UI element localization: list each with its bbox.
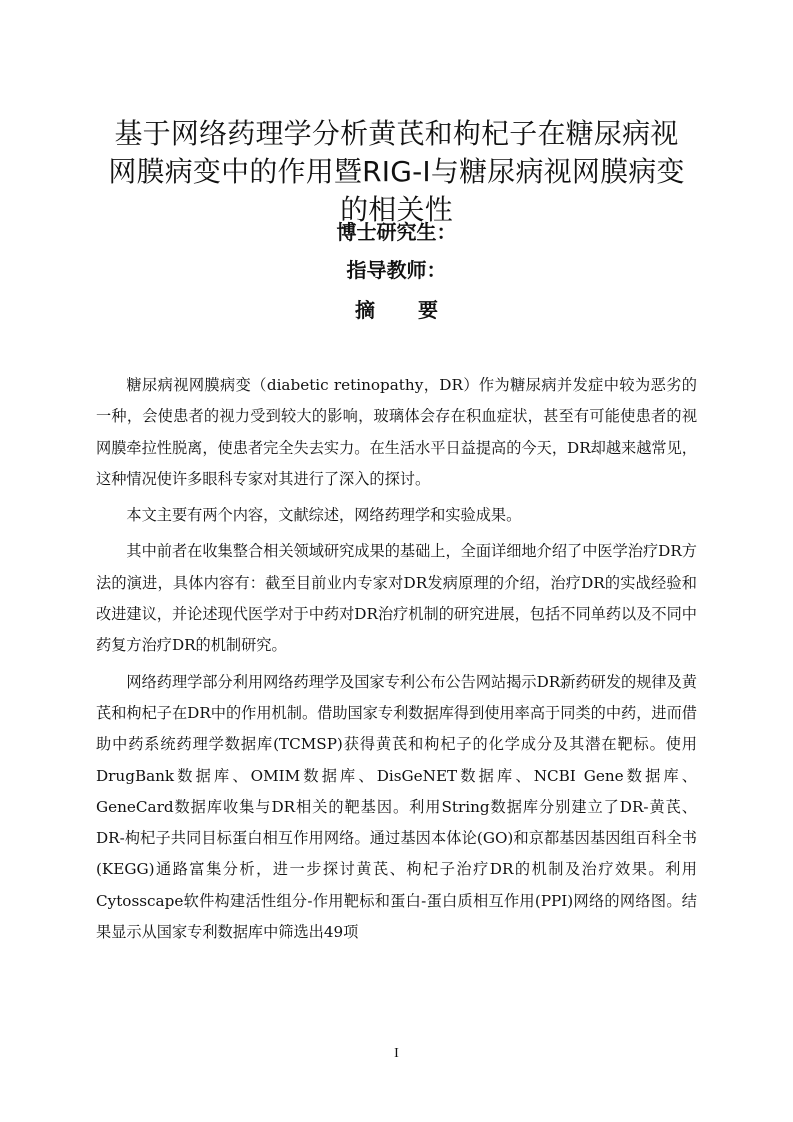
title-line-3: 的相关性 [340,192,453,226]
advisor-label: 指导教师： [346,258,447,282]
abstract-heading: 摘 要 [355,298,456,322]
title-line-1: 基于网络药理学分析黄芪和枸杞子在糖尿病视 [114,116,679,150]
title-line-2: 网膜病变中的作用暨RIG-I与糖尿病视网膜病变 [108,154,685,188]
abstract-paragraph-3: 其中前者在收集整合相关领域研究成果的基础上，全面详细地介绍了中医学治疗DR方法的演进，具体内容有：截至目前业内专家对DR发病原理的介绍，治疗DR的实战经验和改进建议，并论述现代医学对于中药对DR治疗机制的研究进展，包括不同单药以及不同中药复方治疗DR的机制研究。 [96,542,697,655]
document-title [96,115,697,229]
abstract-paragraph-1: 糖尿病视网膜病变（diabetic retinopathy，DR）作为糖尿病并发症中较为恶劣的一种，会使患者的视力受到较大的影响，玻璃体会存在积血症状，甚至有可能使患者的视网膜牵拉性脱离，使患者完全失去实力。在生活水平日益提高的今天，DR却越来越常见，这种情况使许多眼科专家对其进行了深入的探讨。 [96,376,697,488]
page-number: I [394,1046,399,1061]
abstract-paragraph-4: 网络药理学部分利用网络药理学及国家专利公布公告网站揭示DR新药研发的规律及黄芪和枸杞子在DR中的作用机制。借助国家专利数据库得到使用率高于同类的中药，进而借助中药系统药理学数据库(TCMSP)获得黄芪和枸杞子的化学成分及其潜在靶标。使用DrugBank数据库、OMIM数据库、DisGeNET数据库、NCBI Gene数据库、GeneCard数据库收集与DR相关的靶基因。利用String数据库分别建立了DR-黄芪、DR-枸杞子共同目标蛋白相互作用网络。通过基因本体论(GO)和京都基因基因组百科全书(KEGG)通路富集分析，进一步探讨黄芪、枸杞子治疗DR的机制及治疗效果。利用Cytosscape软件构建活性组分-作用靶标和蛋白-蛋白质相互作用(PPI)网络的网络图。结果显示从国家专利数据库中筛选出49项 [96,672,697,942]
doctoral-candidate-label: 博士研究生： [336,220,457,244]
abstract-paragraph-2: 本文主要有两个内容，文献综述，网络药理学和实验成果。 [126,506,522,525]
abstract-body [96,370,697,948]
